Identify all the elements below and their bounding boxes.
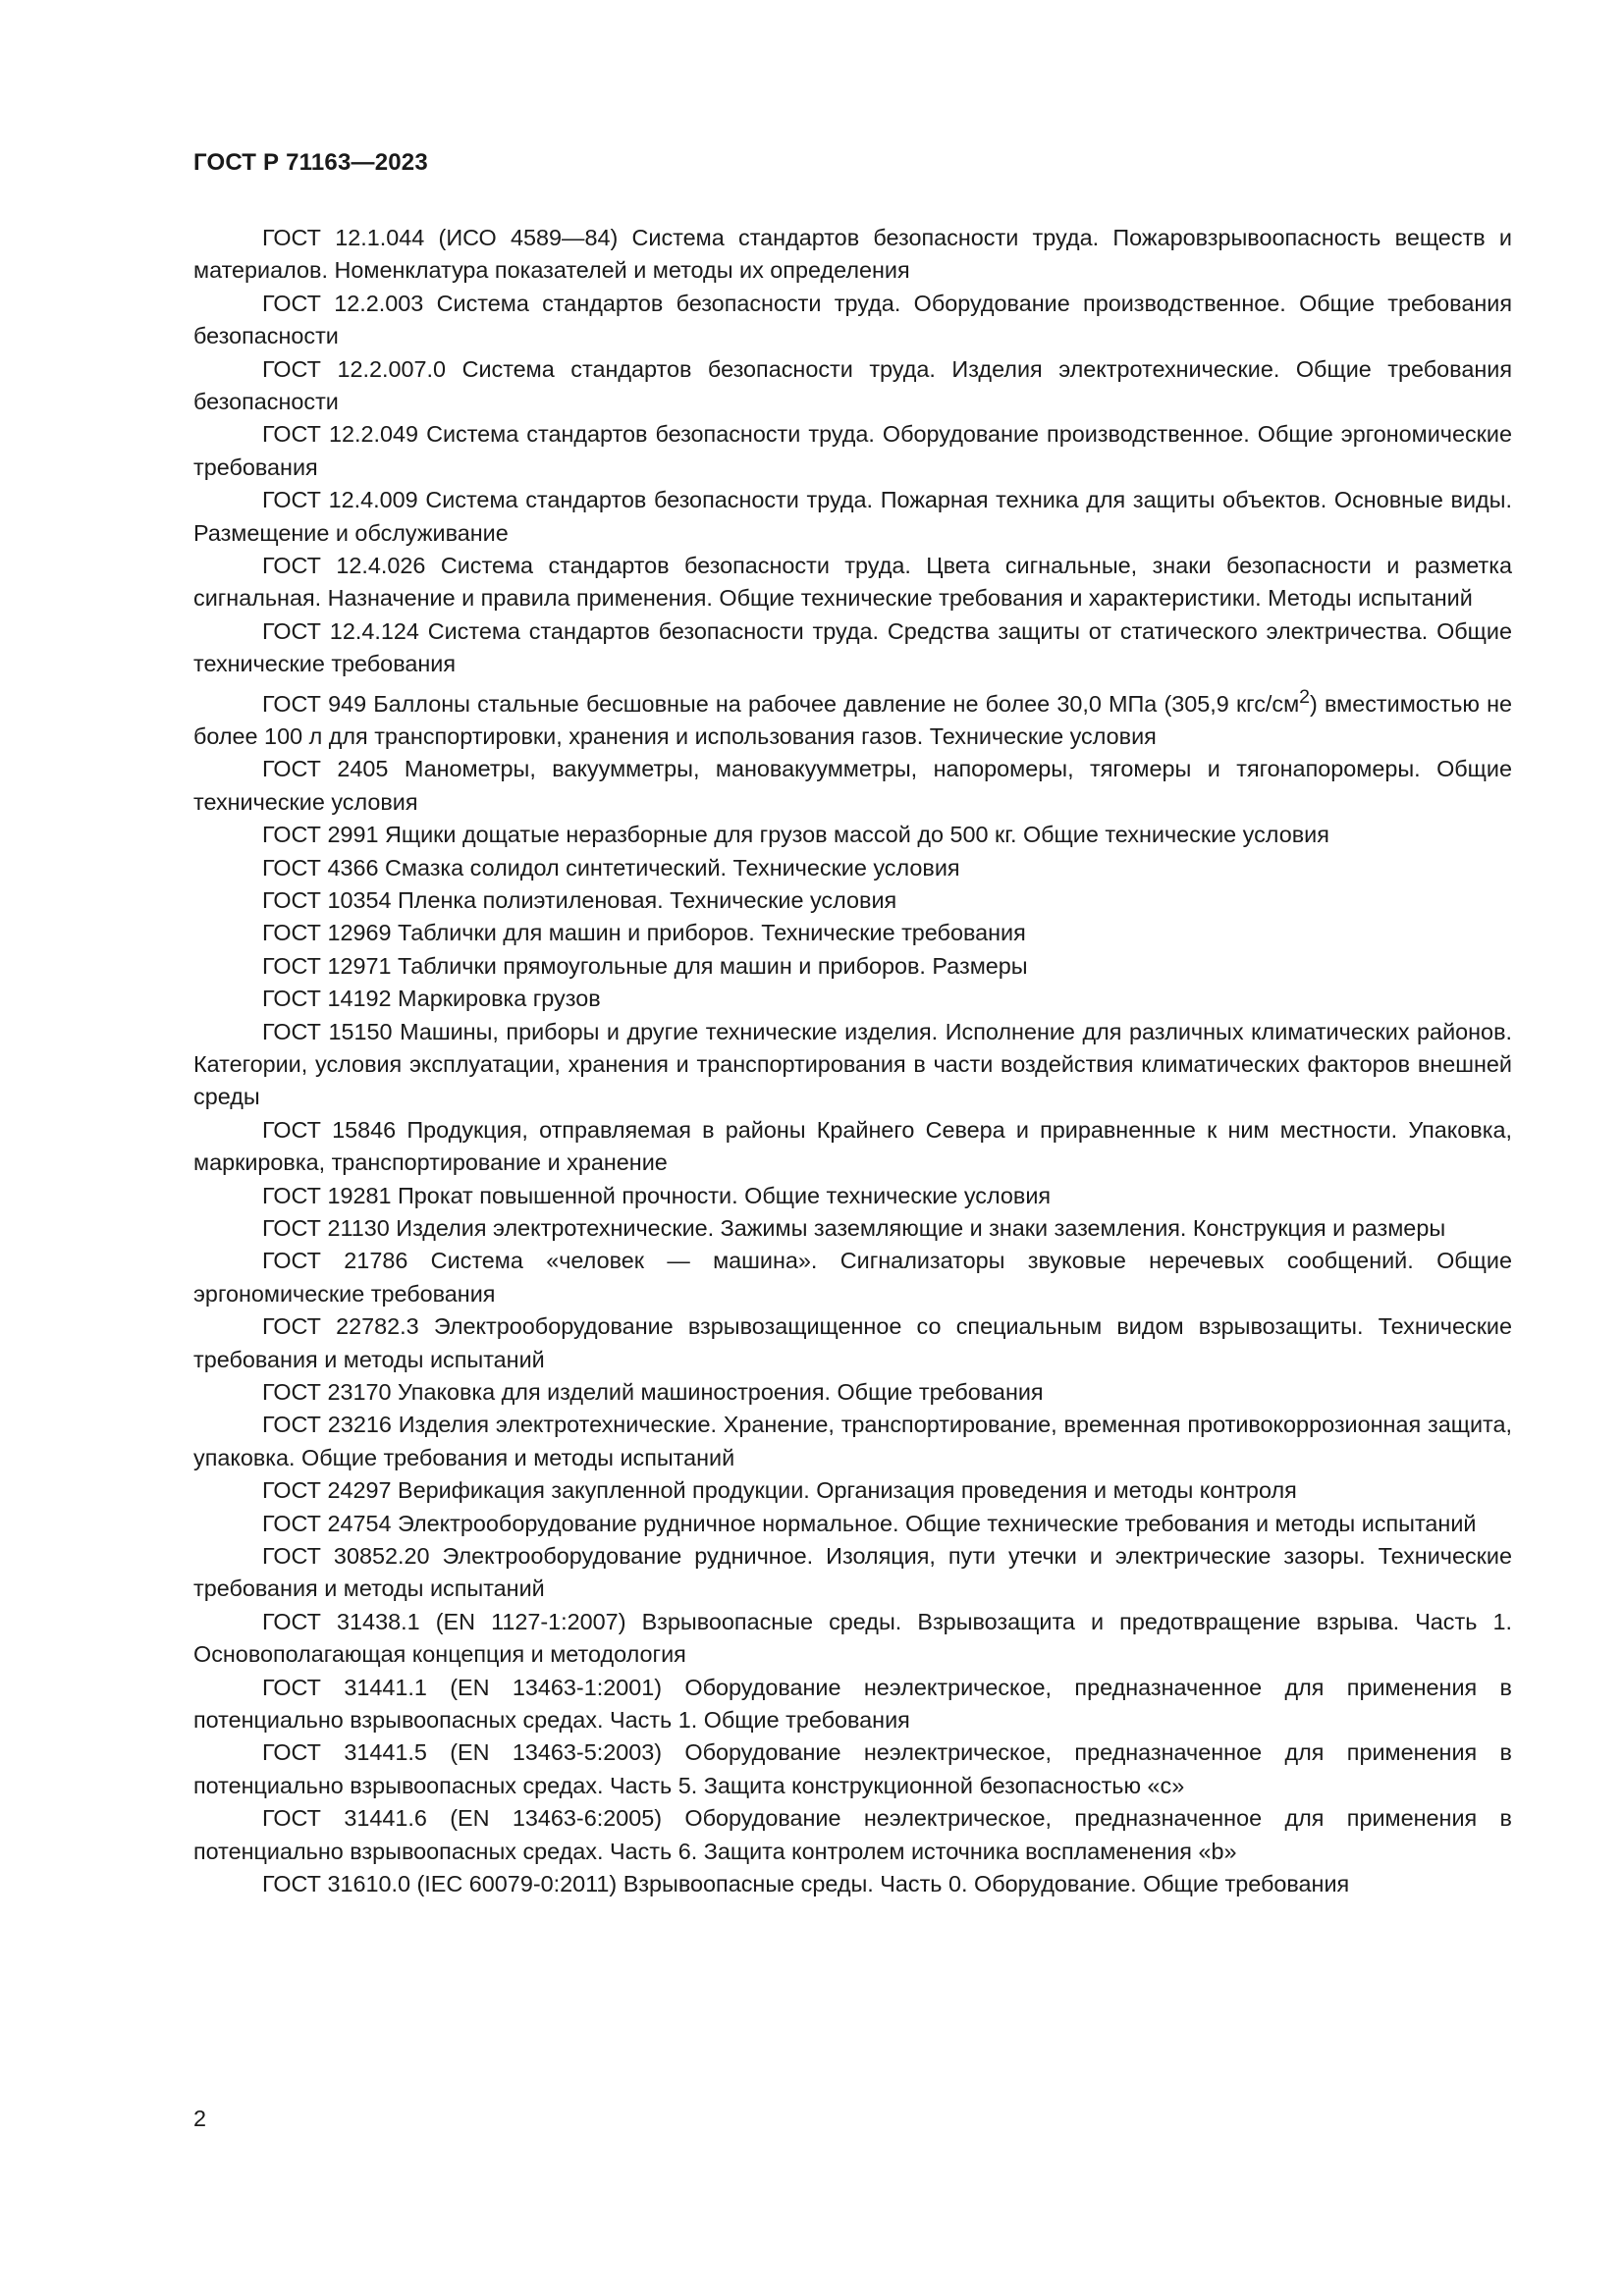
reference-item: ГОСТ 21786 Система «человек — машина». Сигнализаторы звуковые неречевых сообщений. Общие эргономические требования (193, 1248, 1512, 1307)
reference-item: ГОСТ 31441.1 (EN 13463-1:2001) Оборудование неэлектрическое, предназначенное для применения в потенциально взрывоопасных средах. Часть 1. Общие требования (193, 1674, 1512, 1734)
reference-item: ГОСТ 12.1.044 (ИСО 4589—84) Система стандартов безопасности труда. Пожаровзрывоопасность веществ и материалов. Номенклатура показателей и методы их определения (193, 225, 1512, 284)
reference-item: ГОСТ 12.2.007.0 Система стандартов безопасности труда. Изделия электротехнические. Общие требования безопасности (193, 355, 1512, 415)
reference-item: ГОСТ 2991 Ящики дощатые неразборные для грузов массой до 500 кг. Общие технические условия (262, 822, 1329, 848)
superscript: 2 (1299, 685, 1311, 708)
reference-item: ГОСТ 12.2.003 Система стандартов безопасности труда. Оборудование производственное. Общие требования безопасности (193, 290, 1512, 349)
reference-item: ГОСТ 19281 Прокат повышенной прочности. Общие технические условия (262, 1182, 1052, 1208)
reference-item: ГОСТ 30852.20 Электрооборудование рудничное. Изоляция, пути утечки и электрические зазоры. Технические требования и методы испытаний (193, 1543, 1512, 1602)
reference-item: ГОСТ 31441.5 (EN 13463-5:2003) Оборудование неэлектрическое, предназначенное для применения в потенциально взрывоопасных средах. Часть 5. Защита конструкционной безопасностью «с» (193, 1739, 1512, 1798)
reference-item: ГОСТ 12.4.026 Система стандартов безопасности труда. Цвета сигнальные, знаки безопасности и разметка сигнальная. Назначение и правила применения. Общие технические требования и характеристики. Методы испытаний (193, 553, 1512, 612)
normative-references-list (193, 222, 1512, 1901)
reference-item: ГОСТ 4366 Смазка солидол синтетический. Технические условия (262, 854, 960, 881)
reference-text-part: ) вместимостью не более 100 л для транспортировки, хранения и использования газов. Технические условия (193, 690, 1512, 749)
reference-item: ГОСТ 22782.3 Электрооборудование взрывозащищенное со специальным видом взрывозащиты. Технические требования и методы испытаний (193, 1313, 1512, 1372)
reference-item: ГОСТ 31438.1 (EN 1127-1:2007) Взрывоопасные среды. Взрывозащита и предотвращение взрыва. Часть 1. Основополагающая концепция и методология (193, 1608, 1512, 1668)
reference-item: ГОСТ 12.4.009 Система стандартов безопасности труда. Пожарная техника для защиты объектов. Основные виды. Размещение и обслуживание (193, 487, 1512, 546)
page-number: 2 (193, 2106, 207, 2131)
reference-item: ГОСТ 15846 Продукция, отправляемая в районы Крайнего Севера и приравненные к ним местности. Упаковка, маркировка, транспортирование и хранение (193, 1116, 1512, 1176)
reference-item: ГОСТ 12.4.124 Система стандартов безопасности труда. Средства защиты от статического электричества. Общие технические требования (193, 617, 1512, 677)
reference-item: ГОСТ 21130 Изделия электротехнические. Зажимы заземляющие и знаки заземления. Конструкция и размеры (262, 1214, 1446, 1241)
reference-text-part: ГОСТ 949 Баллоны стальные бесшовные на рабочее давление не более 30,0 МПа (305,9 кгс/см (262, 690, 1300, 717)
document-header: ГОСТ Р 71163—2023 (193, 149, 428, 176)
reference-item: ГОСТ 12.2.049 Система стандартов безопасности труда. Оборудование производственное. Общие эргономические требования (193, 421, 1512, 480)
reference-item: ГОСТ 2405 Манометры, вакуумметры, мановакуумметры, напоромеры, тягомеры и тягонапоромеры. Общие технические условия (193, 756, 1512, 815)
reference-item: ГОСТ 10354 Пленка полиэтиленовая. Технические условия (262, 886, 897, 913)
reference-item: ГОСТ 15150 Машины, приборы и другие технические изделия. Исполнение для различных климатических районов. Категории, условия эксплуатации, хранения и транспортирования в части воздействия климатических факторов внешней среды (193, 1018, 1512, 1110)
reference-item: ГОСТ 14192 Маркировка грузов (262, 986, 601, 1012)
reference-item: ГОСТ 31610.0 (IEC 60079-0:2011) Взрывоопасные среды. Часть 0. Оборудование. Общие требования (262, 1871, 1350, 1897)
reference-item: ГОСТ 12971 Таблички прямоугольные для машин и приборов. Размеры (262, 952, 1028, 979)
reference-item: ГОСТ 31441.6 (EN 13463-6:2005) Оборудование неэлектрическое, предназначенное для применения в потенциально взрывоопасных средах. Часть 6. Защита контролем источника воспламенения «b» (193, 1805, 1512, 1864)
reference-item: ГОСТ 12969 Таблички для машин и приборов. Технические требования (262, 920, 1026, 946)
reference-item: ГОСТ 23170 Упаковка для изделий машиностроения. Общие требования (262, 1379, 1044, 1406)
reference-item: ГОСТ 23216 Изделия электротехнические. Хранение, транспортирование, временная противокоррозионная защита, упаковка. Общие требования и методы испытаний (193, 1412, 1512, 1470)
reference-item (193, 681, 1512, 754)
reference-item: ГОСТ 24297 Верификация закупленной продукции. Организация проведения и методы контроля (262, 1477, 1297, 1504)
reference-item: ГОСТ 24754 Электрооборудование рудничное нормальное. Общие технические требования и методы испытаний (262, 1510, 1477, 1536)
